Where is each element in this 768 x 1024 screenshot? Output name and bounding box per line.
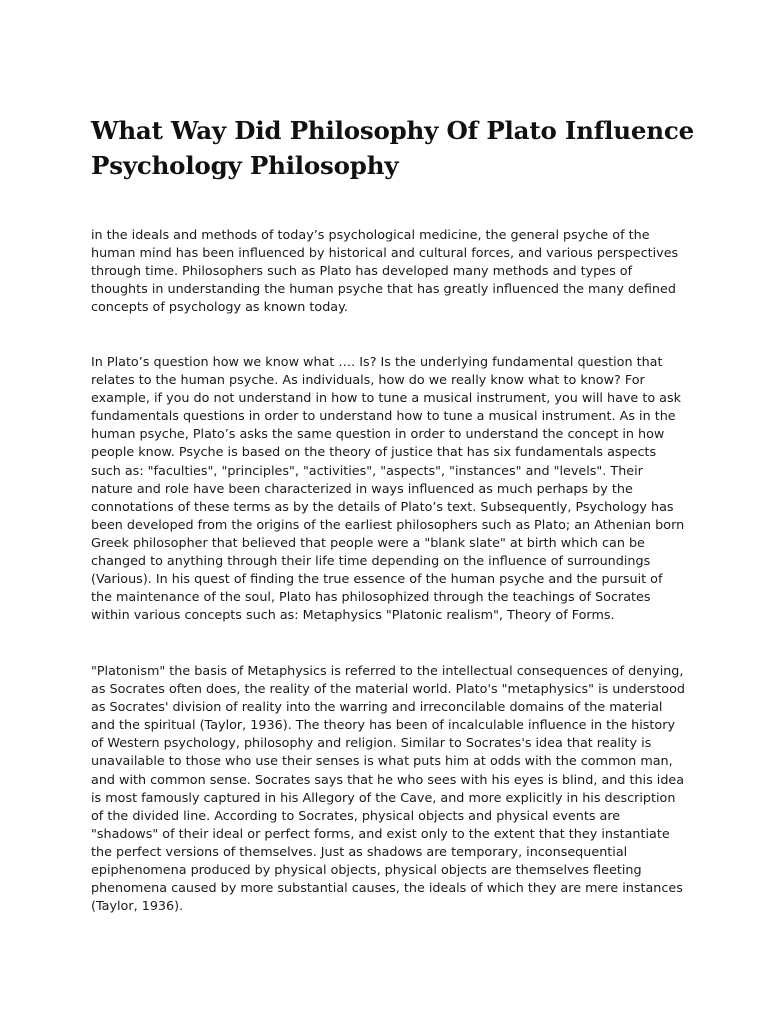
document-title: What Way Did Philosophy Of Plato Influence Psychology Philosophy <box>91 116 694 180</box>
body-paragraph-2: In Plato’s question how we know what …. Is? Is the underlying fundamental question that relates to the human psyche. As individuals, how do we really know what to know? For example, if you do not understand in how to tune a musical instrument, you will have to ask fundamentals questions in order to understand how to tune a musical instrument. As in the human psyche, Plato’s asks the same question in order to understand the concept in how people know. Psyche is based on the theory of justice that has six fundamentals aspects such as: "faculties", "principles", "activities", "aspects", "instances" and "levels". Their nature and role have been characterized in ways influenced as much perhaps by the connotations of these terms as by the details of Plato’s text. Subsequently, Psychology has been developed from the origins of the earliest philosophers such as Plato; an Athenian born Greek philosopher that believed that people were a "blank slate" at birth which can be changed to anything through their life time depending on the influence of surroundings (Various). In his quest of finding the true essence of the human psyche and the pursuit of the maintenance of the soul, Plato has philosophized through the teachings of Socrates within various concepts such as: Metaphysics "Platonic realism", Theory of Forms. <box>91 355 685 624</box>
body-paragraph-3: "Platonism" the basis of Metaphysics is referred to the intellectual consequences of denying, as Socrates often does, the reality of the material world. Plato's "metaphysics" is understood as Socrates' division of reality into the warring and irreconcilable domains of the material and the spiritual (Taylor, 1936). The theory has been of incalculable influence in the history of Western psychology, philosophy and religion. Similar to Socrates's idea that reality is unavailable to those who use their senses is what puts him at odds with the common man, and with common sense. Socrates says that he who sees with his eyes is blind, and this idea is most famously captured in his Allegory of the Cave, and more explicitly in his description of the divided line. According to Socrates, physical objects and physical events are "shadows" of their ideal or perfect forms, and exist only to the extent that they instantiate the perfect versions of themselves. Just as shadows are temporary, inconsequential epiphenomena produced by physical objects, physical objects are themselves fleeting phenomena caused by more substantial causes, the ideals of which they are mere instances (Taylor, 1936). <box>91 664 685 915</box>
body-paragraph-1: in the ideals and methods of today’s psychological medicine, the general psyche of the human mind has been influenced by historical and cultural forces, and various perspectives through time. Philosophers such as Plato has developed many methods and types of thoughts in understanding the human psyche that has greatly influenced the many defined concepts of psychology as known today. <box>91 228 679 316</box>
